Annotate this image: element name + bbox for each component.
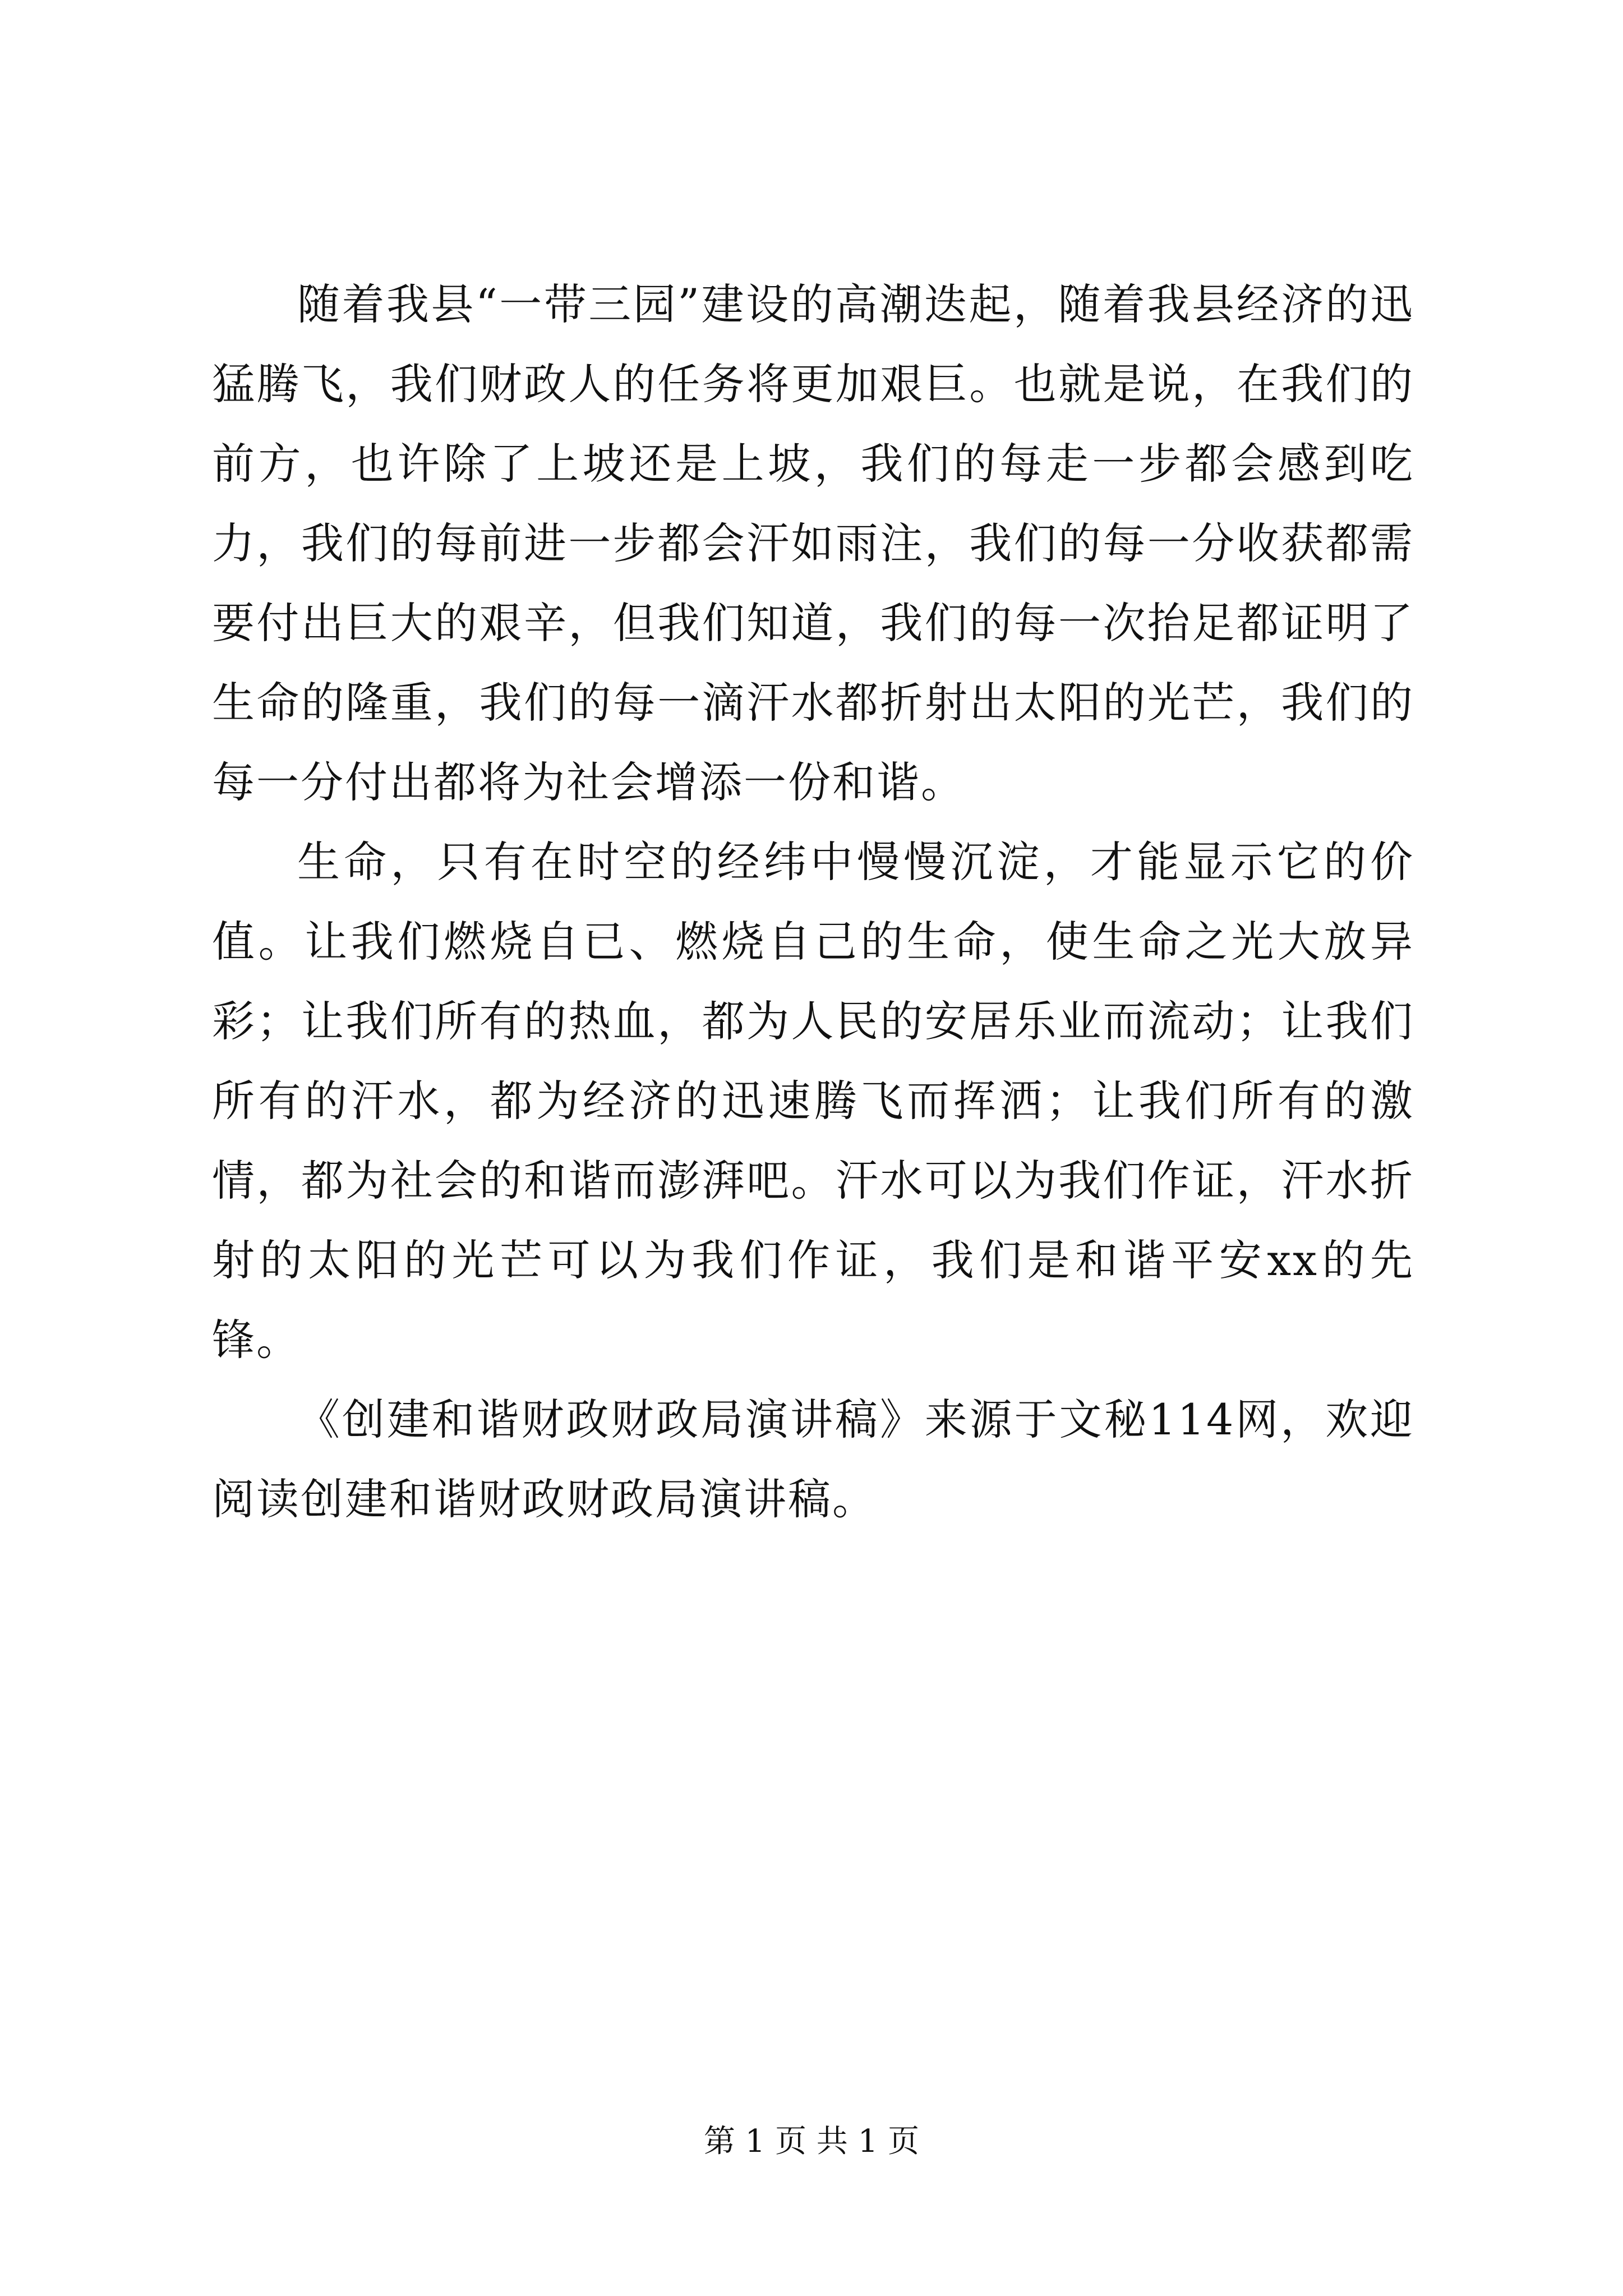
page-number-footer: 第 1 页 共 1 页 — [703, 2123, 920, 2160]
document-body — [212, 265, 1414, 1539]
paragraph-3: 《创建和谐财政财政局演讲稿》来源于文秘114网，欢迎阅读创建和谐财政财政局演讲稿。 — [212, 1395, 1414, 1524]
paragraph-1: 随着我县“一带三园”建设的高潮迭起，随着我县经济的迅猛腾飞，我们财政人的任务将更加艰巨。也就是说，在我们的前方，也许除了上坡还是上坡，我们的每走一步都会感到吃力，我们的每前进一步都会汗如雨注，我们的每一分收获都需要付出巨大的艰辛，但我们知道，我们的每一次抬足都证明了生命的隆重，我们的每一滴汗水都折射出太阳的光芒，我们的每一分付出都将为社会增添一份和谐。 — [212, 279, 1414, 807]
paragraph-2: 生命，只有在时空的经纬中慢慢沉淀，才能显示它的价值。让我们燃烧自已、燃烧自己的生命，使生命之光大放异彩；让我们所有的热血，都为人民的安居乐业而流动；让我们所有的汗水，都为经济的迅速腾飞而挥洒；让我们所有的激情，都为社会的和谐而澎湃吧。汗水可以为我们作证，汗水折射的太阳的光芒可以为我们作证，我们是和谐平安xx的先锋。 — [212, 837, 1414, 1365]
